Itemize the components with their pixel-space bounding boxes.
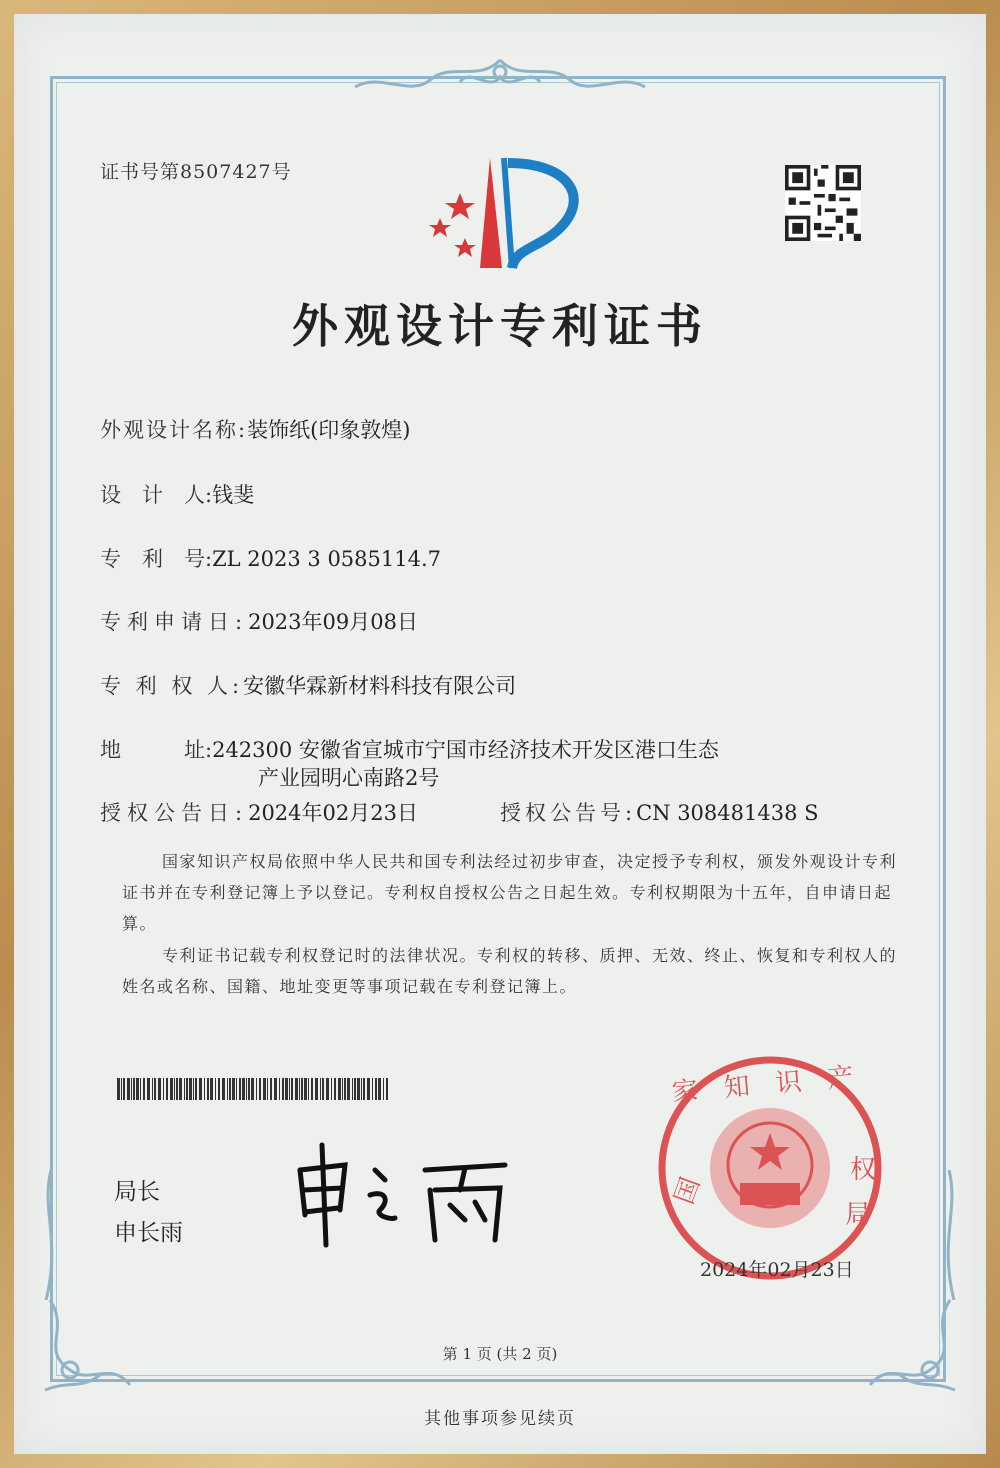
design-name-label: 外观设计名称: <box>100 418 248 442</box>
address-value-line1: 242300 安徽省宣城市宁国市经济技术开发区港口生态 <box>212 738 719 762</box>
patent-number-value: ZL 2023 3 0585114.7 <box>212 547 442 571</box>
grant-number-label: 授权公告号: <box>500 801 637 825</box>
legal-paragraph-1: 国家知识产权局依照中华人民共和国专利法经过初步审查，决定授予专利权，颁发外观设计专利证书并在专利登记簿上予以登记。专利权自授权公告之日起生效。专利权期限为十五年，自申请日起算。 <box>122 852 898 933</box>
left-side-ornament-icon <box>36 1170 66 1300</box>
address-label: 地 址: <box>100 738 213 762</box>
grant-number-value: CN 308481438 S <box>636 801 819 825</box>
design-name-field <box>100 414 410 444</box>
cnipa-logo-icon <box>420 148 590 278</box>
certificate-number: 证书号第8507427号 <box>100 161 292 183</box>
certificate-title: 外观设计专利证书 <box>292 299 708 353</box>
application-date-label: 专利申请日: <box>100 610 249 634</box>
designer-label: 设 计 人: <box>100 483 213 507</box>
page-number: 第 1 页 (共 2 页) <box>442 1345 558 1363</box>
patentee-label: 专 利 权 人: <box>100 674 244 698</box>
grant-date-label: 授权公告日: <box>100 801 249 825</box>
address-value-line2: 产业园明心南路2号 <box>258 766 440 790</box>
address-line2-field <box>258 762 439 792</box>
svg-text:局: 局 <box>845 1200 872 1230</box>
top-ornament-icon <box>340 52 660 102</box>
director-signature-icon <box>290 1140 520 1250</box>
legal-paragraph-2: 专利证书记载专利权登记时的法律状况。专利权的转移、质押、无效、终止、恢复和专利权人的姓名或名称、国籍、地址变更等事项记载在专利登记簿上。 <box>122 946 898 996</box>
patentee-value: 安徽华霖新材料科技有限公司 <box>243 674 517 698</box>
svg-text:国: 国 <box>669 1173 707 1209</box>
qr-code-icon <box>785 165 861 241</box>
barcode-icon <box>117 1078 389 1100</box>
director-title: 局长 <box>114 1179 160 1205</box>
application-date-value: 2023年09月08日 <box>248 610 418 634</box>
right-side-ornament-icon <box>934 1170 964 1300</box>
patent-number-label: 专 利 号: <box>100 547 213 571</box>
seal-date: 2024年02月23日 <box>700 1259 854 1281</box>
director-name: 申长雨 <box>114 1220 183 1246</box>
address-field <box>100 734 719 764</box>
grant-date-field <box>100 797 418 827</box>
svg-text:家 知 识 产: 家 知 识 产 <box>670 1062 855 1109</box>
designer-value: 钱斐 <box>212 483 255 507</box>
patentee-field <box>100 670 516 700</box>
application-date-field <box>100 606 418 636</box>
grant-number-field <box>500 797 819 827</box>
design-name-value: 装饰纸(印象敦煌) <box>247 418 411 442</box>
svg-text:权: 权 <box>850 1155 877 1185</box>
official-seal-icon <box>655 1053 885 1283</box>
patent-number-field <box>100 543 441 573</box>
continued-note: 其他事项参见续页 <box>424 1409 576 1429</box>
designer-field <box>100 479 254 509</box>
grant-date-value: 2024年02月23日 <box>248 801 418 825</box>
